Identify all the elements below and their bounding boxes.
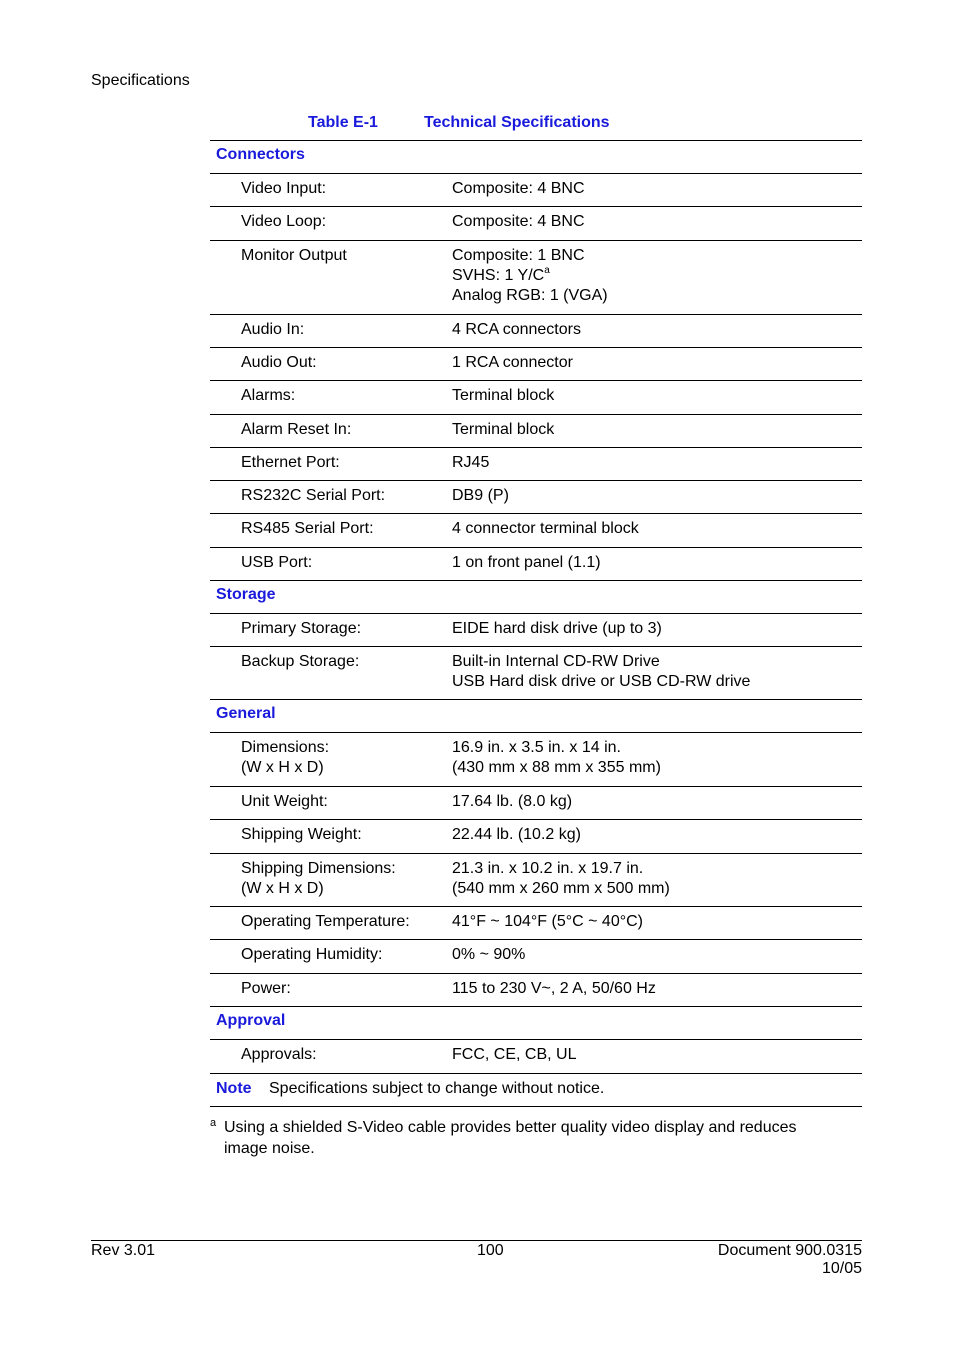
table-row	[210, 315, 862, 348]
row-label: Ethernet Port:	[241, 454, 340, 471]
row-label: Unit Weight:	[241, 793, 328, 810]
table-row	[210, 1040, 862, 1074]
section-heading: Storage	[216, 586, 276, 603]
row-label: Approvals:	[241, 1046, 317, 1063]
row-value: DB9 (P)	[452, 487, 509, 504]
section-approval	[210, 1007, 862, 1040]
table-row	[210, 348, 862, 381]
row-label: Primary Storage:	[241, 620, 362, 637]
spec-table	[210, 140, 862, 1107]
row-label: Video Loop:	[241, 213, 327, 230]
row-value: 1 on front panel (1.1)	[452, 554, 601, 571]
row-label: Alarms:	[241, 387, 296, 404]
row-value: Terminal block	[452, 421, 555, 438]
value-line: Analog RGB: 1 (VGA)	[452, 287, 608, 304]
document-date: 10/05	[821, 1260, 862, 1277]
section-heading: General	[216, 705, 276, 722]
row-value: Terminal block	[452, 387, 555, 404]
running-header: Specifications	[91, 72, 190, 89]
table-row	[210, 381, 862, 415]
table-row	[210, 733, 862, 787]
table-row	[210, 647, 862, 700]
table-row	[210, 448, 862, 481]
footer-document	[718, 1242, 862, 1278]
row-label: Backup Storage:	[241, 653, 360, 670]
page-number: 100	[477, 1242, 504, 1259]
table-row	[210, 174, 862, 207]
row-label: Dimensions: (W x H x D)	[241, 739, 330, 776]
table-row	[210, 481, 862, 514]
table-row	[210, 907, 862, 940]
table-row	[210, 514, 862, 548]
table-row	[210, 241, 862, 315]
row-value: 16.9 in. x 3.5 in. x 14 in. (430 mm x 88 mm x 355 mm)	[452, 739, 661, 776]
section-heading: Approval	[216, 1012, 286, 1029]
row-label: Operating Humidity:	[241, 946, 383, 963]
table-title: Technical Specifications	[424, 114, 610, 131]
footer-revision: Rev 3.01	[91, 1242, 156, 1259]
row-value: 17.64 lb. (8.0 kg)	[452, 793, 573, 810]
row-value: 0% ~ 90%	[452, 946, 526, 963]
row-value: 22.44 lb. (10.2 kg)	[452, 826, 581, 843]
row-value: FCC, CE, CB, UL	[452, 1046, 577, 1063]
table-row	[210, 207, 862, 241]
note-label: Note	[216, 1080, 252, 1097]
document-number: Document 900.0315	[717, 1242, 862, 1259]
section-heading: Connectors	[216, 146, 305, 163]
row-value: 4 RCA connectors	[452, 321, 581, 338]
row-label: Audio In:	[241, 321, 305, 338]
section-storage	[210, 581, 862, 614]
table-row	[210, 940, 862, 974]
table-row	[210, 974, 862, 1007]
value-line: SVHS: 1 Y/C	[452, 267, 545, 284]
row-value: 115 to 230 V~, 2 A, 50/60 Hz	[452, 980, 656, 997]
table-row	[210, 415, 862, 448]
table-row	[210, 614, 862, 647]
row-label: Alarm Reset In:	[241, 421, 352, 438]
row-value: 1 RCA connector	[452, 354, 573, 371]
table-row	[210, 787, 862, 820]
row-value	[452, 246, 608, 306]
footnote-mark: a	[210, 1117, 217, 1129]
row-value: 4 connector terminal block	[452, 520, 639, 537]
row-value: RJ45	[452, 454, 490, 471]
row-value: Composite: 4 BNC	[452, 213, 585, 230]
row-label: Monitor Output	[241, 247, 347, 264]
row-value: Built-in Internal CD-RW Drive USB Hard disk drive or USB CD-RW drive	[452, 653, 751, 690]
row-value: 41°F ~ 104°F (5°C ~ 40°C)	[452, 913, 644, 930]
row-label: Video Input:	[241, 180, 327, 197]
section-general	[210, 700, 862, 733]
row-label: Shipping Weight:	[241, 826, 362, 843]
row-label: RS485 Serial Port:	[241, 520, 374, 537]
section-connectors	[210, 141, 862, 174]
footnote-ref: a	[544, 264, 550, 276]
table-row	[210, 820, 862, 854]
row-label: RS232C Serial Port:	[241, 487, 386, 504]
row-value: EIDE hard disk drive (up to 3)	[452, 620, 662, 637]
table-number: Table E-1	[308, 114, 378, 131]
row-label: Shipping Dimensions: (W x H x D)	[241, 860, 396, 897]
row-label: USB Port:	[241, 554, 313, 571]
footer-divider	[91, 1240, 862, 1241]
row-value: 21.3 in. x 10.2 in. x 19.7 in. (540 mm x 260 mm x 500 mm)	[452, 860, 670, 897]
row-label: Operating Temperature:	[241, 913, 410, 930]
footnote-text: Using a shielded S-Video cable provides better quality video display and reduces image noise.	[224, 1119, 797, 1157]
table-row	[210, 548, 862, 581]
row-label: Audio Out:	[241, 354, 317, 371]
row-value: Composite: 4 BNC	[452, 180, 585, 197]
value-line: Composite: 1 BNC	[452, 247, 585, 264]
row-label: Power:	[241, 980, 291, 997]
note-row	[210, 1074, 862, 1107]
table-row	[210, 854, 862, 907]
note-text: Specifications subject to change without notice.	[269, 1080, 605, 1097]
